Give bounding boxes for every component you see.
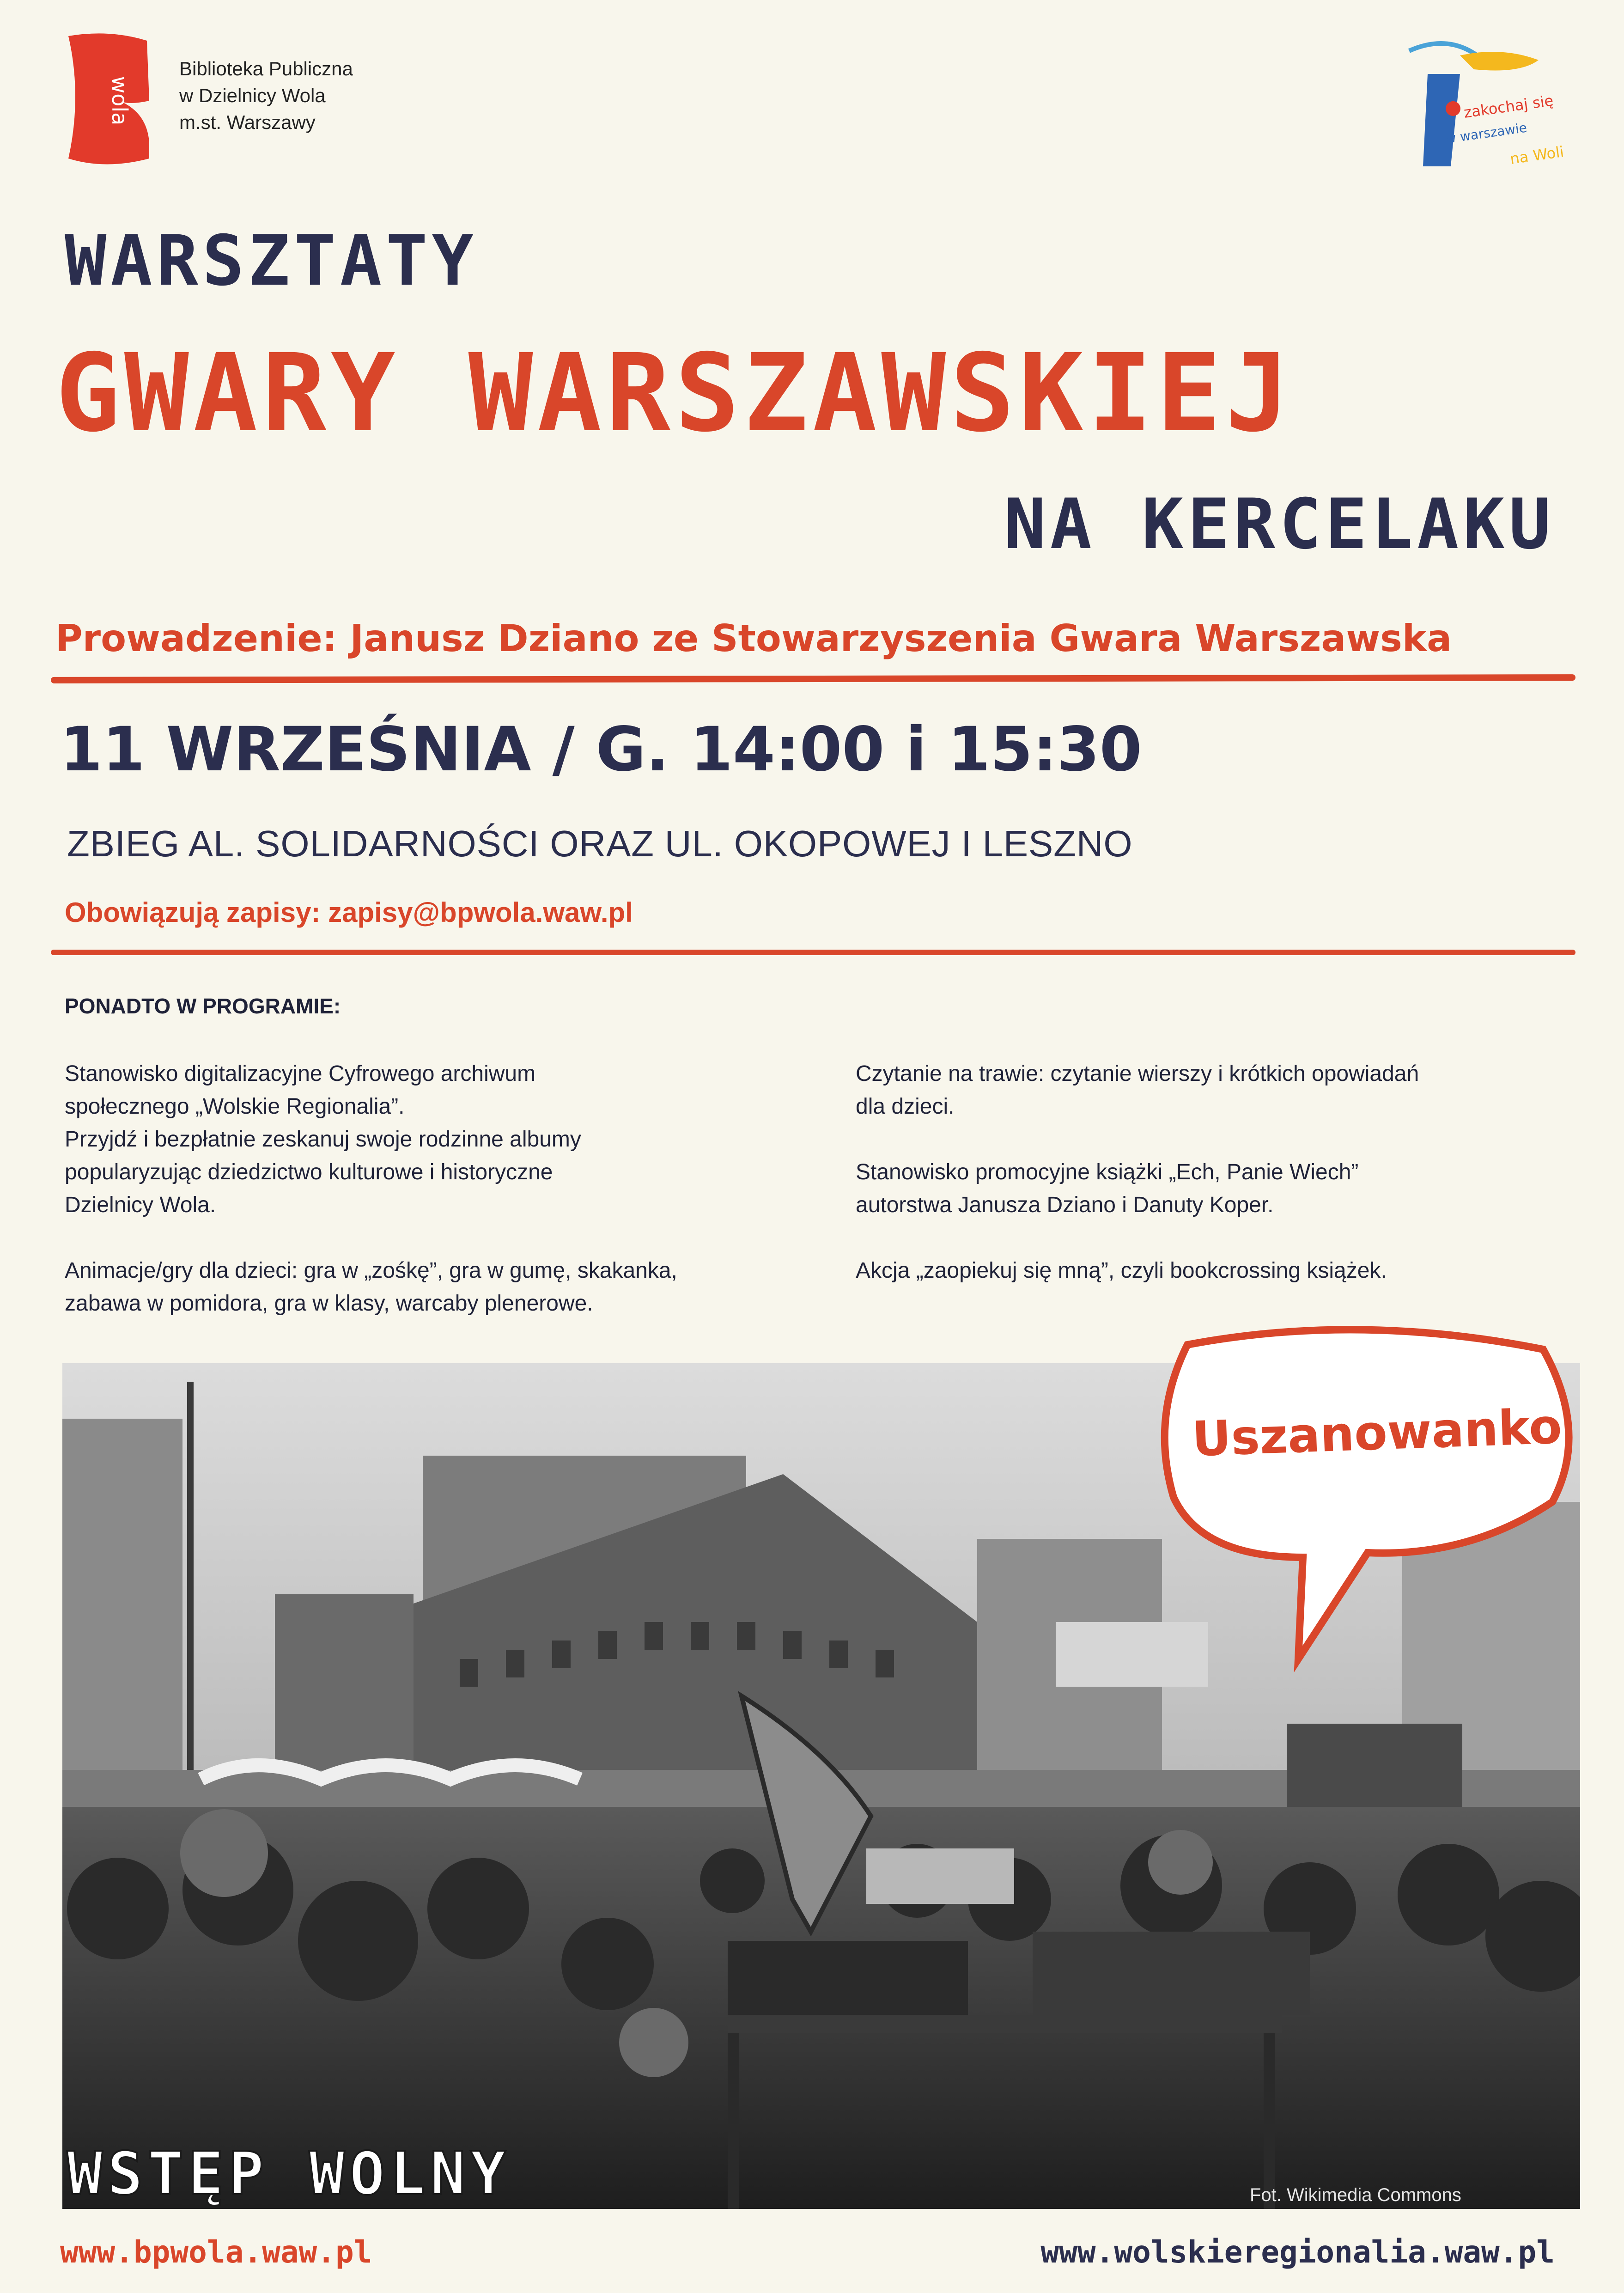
photo-credit: Fot. Wikimedia Commons bbox=[1250, 2185, 1461, 2205]
title-location: NA KERCELAKU bbox=[1004, 484, 1555, 565]
svg-text:wola: wola bbox=[107, 76, 132, 126]
library-name-line: w Dzielnicy Wola bbox=[179, 85, 326, 106]
campaign-logo-icon bbox=[1395, 32, 1571, 180]
library-logo-icon bbox=[59, 31, 156, 165]
event-host: Prowadzenie: Janusz Dziano ze Stowarzyszenia Gwara Warszawska bbox=[55, 617, 1452, 660]
divider bbox=[51, 950, 1575, 955]
speech-bubble bbox=[1146, 1317, 1580, 1696]
program-line: Animacje/gry dla dzieci: gra w „zośkę”, gra w gumę, skakanka, bbox=[65, 1258, 677, 1283]
free-entry-label: WSTĘP WOLNY bbox=[67, 2140, 511, 2208]
svg-text:w warszawie: w warszawie bbox=[1444, 120, 1528, 146]
library-name-line: m.st. Warszawy bbox=[179, 111, 316, 133]
svg-text:na Woli: na Woli bbox=[1508, 142, 1565, 168]
title-dialect: GWARY WARSZAWSKIEJ bbox=[55, 331, 1295, 456]
program-line: zabawa w pomidora, gra w klasy, warcaby plenerowe. bbox=[65, 1291, 593, 1316]
title-workshops: WARSZTATY bbox=[65, 221, 478, 301]
program-line: Stanowisko promocyjne książki „Ech, Panie Wiech” bbox=[856, 1160, 1359, 1184]
event-signup: Obowiązują zapisy: zapisy@bpwola.waw.pl bbox=[65, 897, 633, 928]
program-right-column bbox=[856, 1057, 1419, 1287]
event-place: ZBIEG AL. SOLIDARNOŚCI ORAZ UL. OKOPOWEJ I LESZNO bbox=[67, 823, 1133, 864]
program-line: autorstwa Janusza Dziano i Danuty Koper. bbox=[856, 1193, 1274, 1217]
svg-text:zakochaj się: zakochaj się bbox=[1462, 91, 1555, 122]
event-date: 11 WRZEŚNIA / G. 14:00 i 15:30 bbox=[60, 714, 1142, 785]
program-line: Dzielnicy Wola. bbox=[65, 1193, 216, 1217]
archive-website-link[interactable]: www.wolskieregionalia.waw.pl bbox=[1040, 2234, 1555, 2270]
program-heading: PONADTO W PROGRAMIE: bbox=[65, 994, 341, 1018]
program-left-column bbox=[65, 1057, 677, 1320]
program-line: Stanowisko digitalizacyjne Cyfrowego archiwum bbox=[65, 1061, 536, 1086]
library-website-link[interactable]: www.bpwola.waw.pl bbox=[60, 2234, 372, 2270]
divider bbox=[51, 674, 1575, 683]
library-logo bbox=[59, 31, 156, 165]
program-line: Przyjdź i bezpłatnie zeskanuj swoje rodzinne albumy bbox=[65, 1127, 581, 1152]
program-line: popularyzując dziedzictwo kulturowe i historyczne bbox=[65, 1160, 553, 1184]
library-name bbox=[179, 55, 353, 136]
campaign-logo bbox=[1395, 32, 1571, 180]
program-line: dla dzieci. bbox=[856, 1094, 955, 1119]
program-line: Czytanie na trawie: czytanie wierszy i krótkich opowiadań bbox=[856, 1061, 1419, 1086]
program-line: Akcja „zaopiekuj się mną”, czyli bookcrossing książek. bbox=[856, 1258, 1387, 1283]
speech-bubble-text: Uszanowanko bbox=[1191, 1398, 1563, 1468]
program-line: społecznego „Wolskie Regionalia”. bbox=[65, 1094, 405, 1119]
library-name-line: Biblioteka Publiczna bbox=[179, 58, 353, 79]
